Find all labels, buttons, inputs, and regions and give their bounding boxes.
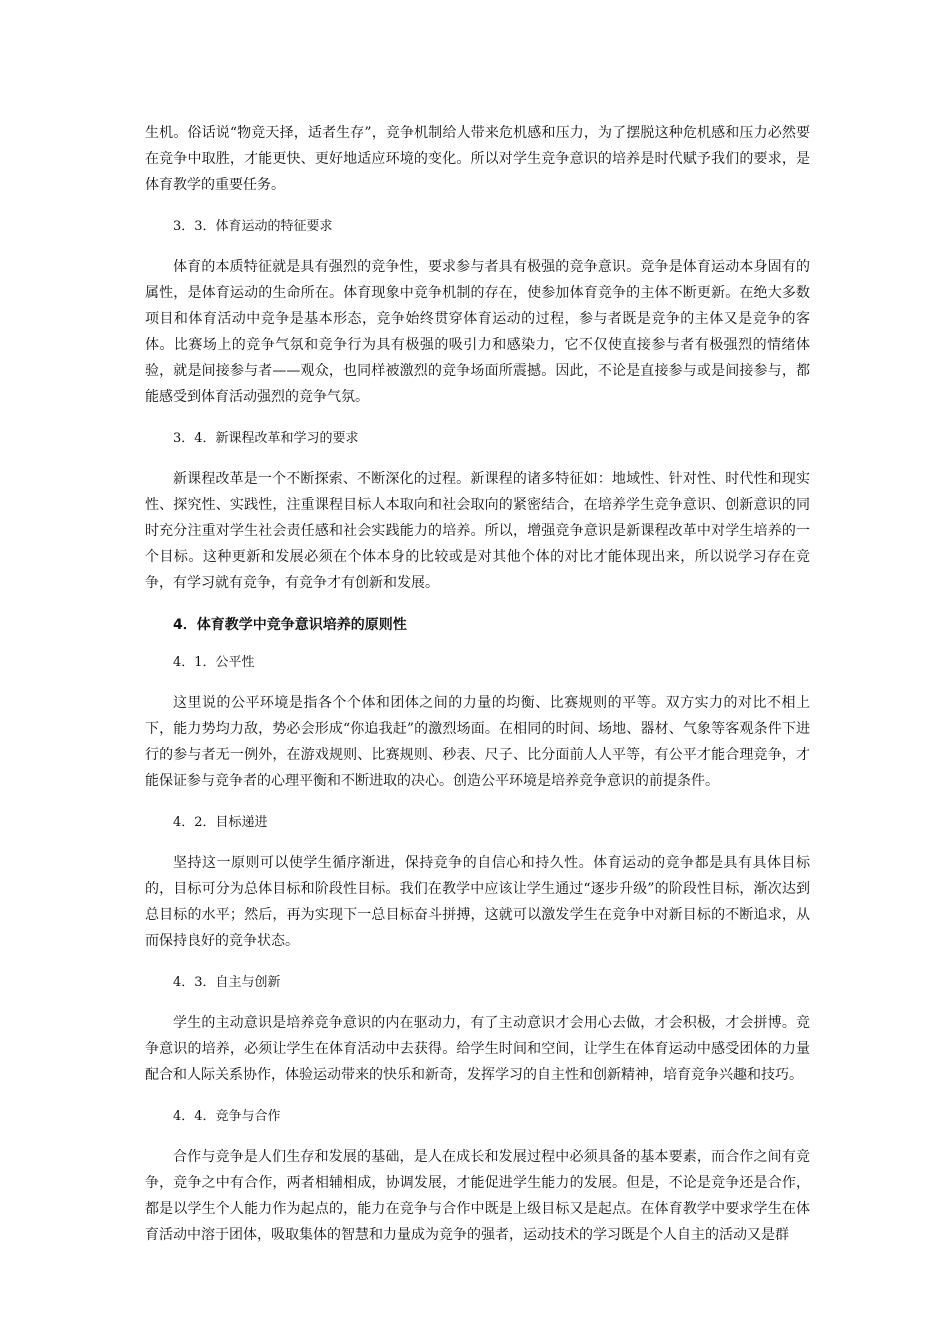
body-paragraph: 学生的主动意识是培养竞争意识的内在驱动力，有了主动意识才会用心去做，才会积极，才会拼博。竞争意识的培养，必须让学生在体育活动中去获得。给学生时间和空间，让学生在体育运动中感受团体的力量配合和人际关系协作，体验运动带来的快乐和新奇，发挥学习的自主性和创新精神，培育竞争兴趣和技巧。 — [145, 1015, 810, 1083]
body-paragraph: 生机。俗话说“物竞天择，适者生存”，竞争机制给人带来危机感和压力，为了摆脱这种危机感和压力必然要在竞争中取胜，才能更快、更好地适应环境的变化。所以对学生竞争意识的培养是时代赋予我们的要求，是体育教学的重要任务。 — [145, 125, 810, 193]
subsection-heading: 3．3．体育运动的特征要求 — [173, 219, 333, 234]
section-heading: 4．体育教学中竞争意识培养的原则性 — [173, 617, 407, 633]
body-paragraph: 坚持这一原则可以使学生循序渐进，保持竞争的自信心和持久性。体育运动的竞争都是具有具体目标的，目标可分为总体目标和阶段性目标。我们在教学中应该让学生通过“逐步升级”的阶段性目标，渐次达到总目标的水平；然后，再为实现下一总目标奋斗拼搏，这就可以激发学生在竞争中对新目标的不断追求，从而保持良好的竞争状态。 — [145, 855, 810, 949]
body-paragraph: 体育的本质特征就是具有强烈的竞争性，要求参与者具有极强的竞争意识。竞争是体育运动本身固有的属性，是体育运动的生命所在。体育现象中竞争机制的存在，使参加体育竞争的主体不断更新。在绝大多数项目和体育活动中竞争是基本形态，竞争始终贯穿体育运动的过程，参与者既是竞争的主体又是竞争的客体。比赛场上的竞争气氛和竞争行为具有极强的吸引力和感染力，它不仅使直接参与者有极强烈的情绪体验，就是间接参与者——观众，也同样被激烈的竞争场面所震撼。因此，不论是直接参与或是间接参与，都能感受到体育活动强烈的竞争气氛。 — [145, 259, 810, 405]
subsection-heading: 3．4．新课程改革和学习的要求 — [173, 431, 359, 446]
subsection-heading: 4．2．目标递进 — [173, 815, 268, 830]
document-page — [145, 120, 810, 1266]
subsection-heading: 4．1．公平性 — [173, 655, 255, 670]
body-paragraph: 合作与竞争是人们生存和发展的基础，是人在成长和发展过程中必须具备的基本要素，而合作之间有竞争，竞争之中有合作，两者相辅相成，协调发展，才能促进学生能力的发展。但是，不论是竞争还是合作，都是以学生个人能力作为起点的，能力在竞争与合作中既是上级目标又是起点。在体育教学中要求学生在体育活动中溶于团体，吸取集体的智慧和力量成为竞争的强者，运动技术的学习既是个人自主的活动又是群 — [145, 1149, 810, 1243]
subsection-heading: 4．4．竞争与合作 — [173, 1109, 281, 1124]
body-paragraph: 新课程改革是一个不断探索、不断深化的过程。新课程的诸多特征如：地域性、针对性、时代性和现实性、探究性、实践性，注重课程目标人本取向和社会取向的紧密结合，在培养学生竞争意识、创新意识的同时充分注重对学生社会责任感和社会实践能力的培养。所以，增强竞争意识是新课程改革中对学生培养的一个目标。这种更新和发展必须在个体本身的比较或是对其他个体的对比才能体现出来，所以说学习存在竞争，有学习就有竞争，有竞争才有创新和发展。 — [145, 471, 810, 591]
subsection-heading: 4．3．自主与创新 — [173, 975, 281, 990]
body-paragraph: 这里说的公平环境是指各个个体和团体之间的力量的均衡、比赛规则的平等。双方实力的对比不相上下，能力势均力敌，势必会形成“你追我赶”的激烈场面。在相同的时间、场地、器材、气象等客观条件下进行的参与者无一例外，在游戏规则、比赛规则、秒表、尺子、比分面前人人平等，有公平才能合理竞争，才能保证参与竞争者的心理平衡和不断进取的决心。创造公平环境是培养竞争意识的前提条件。 — [145, 695, 810, 789]
